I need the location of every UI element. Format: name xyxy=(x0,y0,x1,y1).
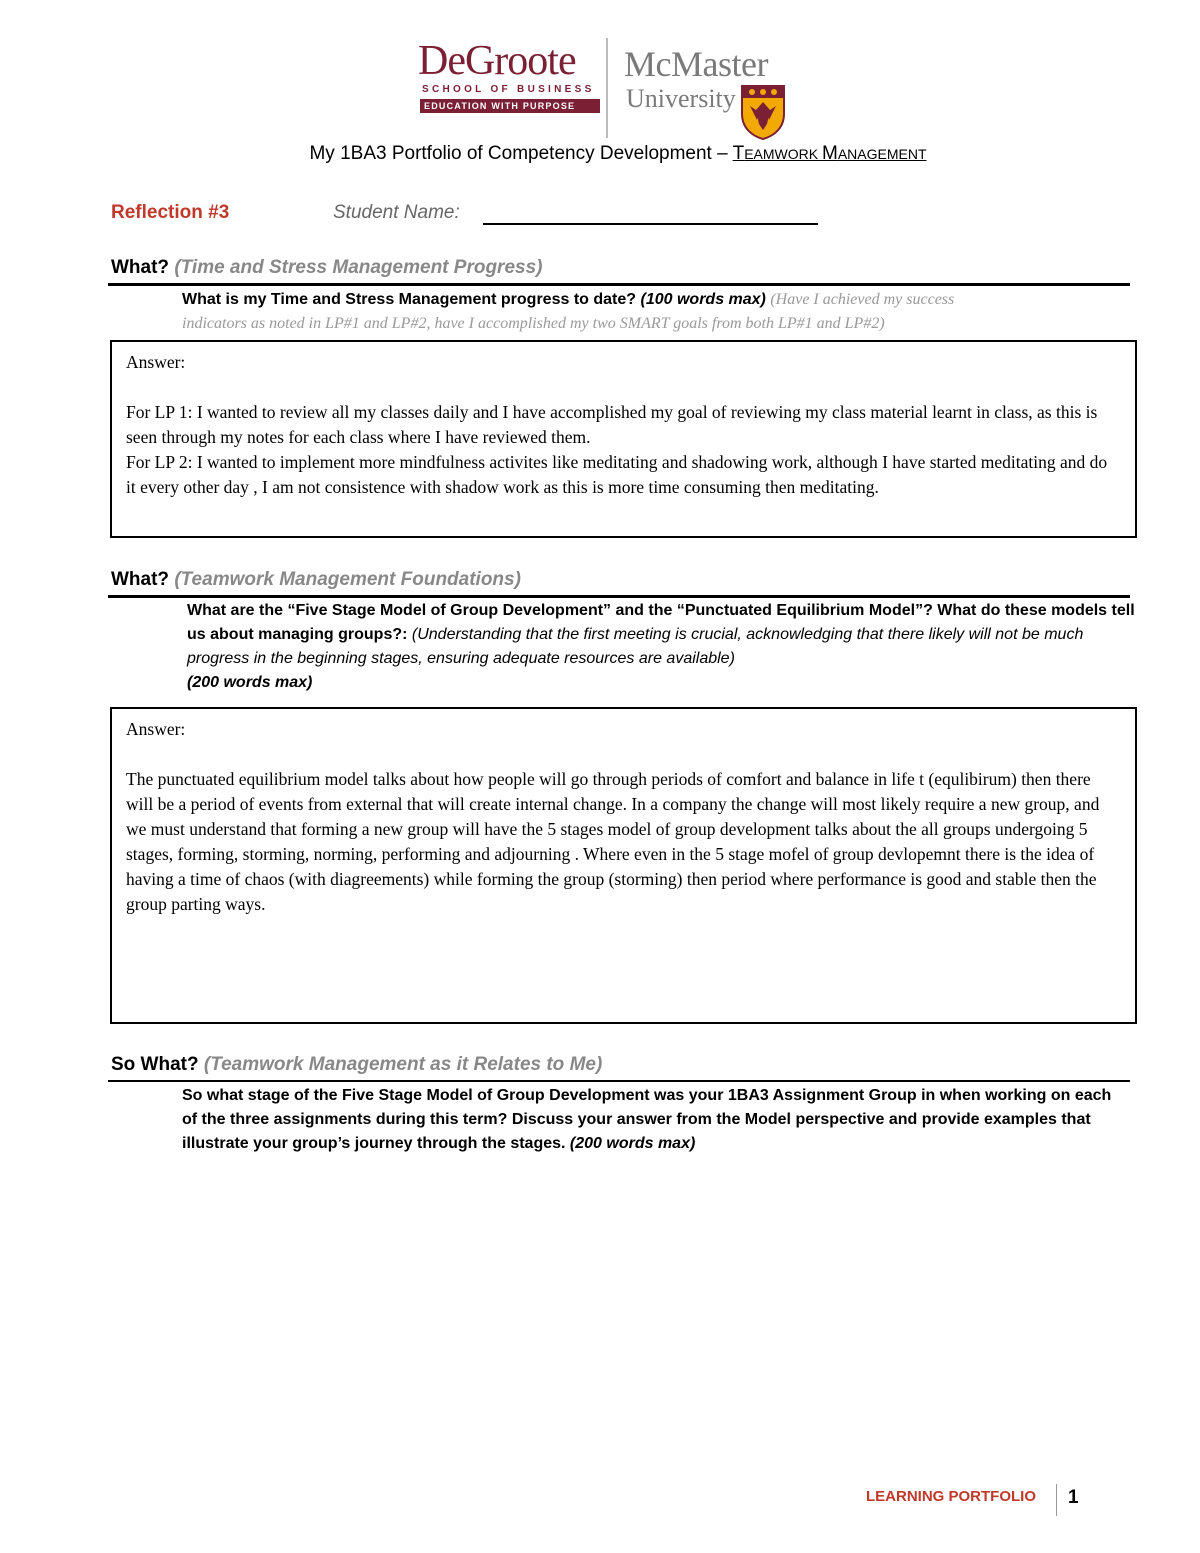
answer-paragraph: The punctuated equilibrium model talks about how people will go through periods of comfort and balance in life t (equlibirum) then there will be a period of events from external that will create internal change. In a company the change will most likely require a new group, and we must understand that forming a new group will have the 5 stages model of group development talks about the all groups undergoing 5 stages, forming, storming, norming, performing and adjourning . Where even in the 5 stage mofel of group devlopemnt there is the idea of having a time of chaos (with diagreements) while forming the group (storming) then period where performance is good and stable then the group parting ways. xyxy=(126,769,1100,914)
mcmaster-university-text: University xyxy=(626,84,736,113)
section1-answer-box[interactable] xyxy=(110,340,1137,538)
section2-question: What are the “Five Stage Model of Group Development” and the “Punctuated Equilibrium Model”? What do these models tell us about managing groups?: (Understanding that the first meeting is crucial, acknowledging that there likely will not be much progress in the beginning stages, ensuring adequate resources are available) (200 words max) xyxy=(187,602,1135,691)
answer-label: Answer: xyxy=(126,352,186,372)
section3-heading: So What? (Teamwork Management as it Relates to Me) xyxy=(111,1054,603,1075)
section3-question: So what stage of the Five Stage Model of Group Development was your 1BA3 Assignment Group in when working on each of the three assignments during this term? Discuss your answer from the Model perspective and provide examples that illustrate your group’s journey through the stages. (200 words max) xyxy=(182,1087,1112,1152)
section3-rule xyxy=(108,1080,1130,1082)
degroote-school-text: SCHOOL OF BUSINESS xyxy=(422,84,595,95)
mcmaster-crest-icon xyxy=(740,84,786,140)
section2-heading: What? (Teamwork Management Foundations) xyxy=(111,569,521,590)
answer-paragraph: For LP 2: I wanted to implement more mindfulness activites like meditating and shadowing work, although I have started meditating and do it every other day , I am not consistence with shadow work as this is more time consuming then meditating. xyxy=(126,452,1108,497)
degroote-tagline: EDUCATION WITH PURPOSE xyxy=(420,99,600,113)
section2-rule xyxy=(108,595,1130,598)
reflection-number: Reflection #3 xyxy=(111,202,230,223)
student-name-field[interactable] xyxy=(483,223,818,225)
answer-paragraph: For LP 1: I wanted to review all my classes daily and I have accomplished my goal of reviewing my class material learnt in class, as this is seen through my notes for each class where I have reviewed them. xyxy=(126,402,1098,447)
page-number: 1 xyxy=(1068,1487,1079,1508)
page-title: My 1BA3 Portfolio of Competency Development – TEAMWORK MANAGEMENT xyxy=(309,143,927,164)
degroote-wordmark: DeGroote xyxy=(418,38,576,84)
student-name-label: Student Name: xyxy=(333,202,460,223)
footer-label: LEARNING PORTFOLIO xyxy=(866,1488,1036,1505)
answer-label: Answer: xyxy=(126,719,186,739)
section2-answer-box[interactable] xyxy=(110,707,1137,1024)
mcmaster-wordmark: McMaster xyxy=(624,44,768,84)
degroote-logo xyxy=(418,40,598,113)
section1-rule xyxy=(108,283,1130,286)
section1-question: What is my Time and Stress Management progress to date? (100 words max) (Have I achieved my success indicators as noted in LP#1 and LP#2, have I accomplished my two SMART goals from both LP#1 and LP#2) xyxy=(182,291,955,332)
section1-heading: What? (Time and Stress Management Progress) xyxy=(111,257,543,278)
footer-divider xyxy=(1056,1484,1057,1516)
logo-divider xyxy=(606,38,608,138)
